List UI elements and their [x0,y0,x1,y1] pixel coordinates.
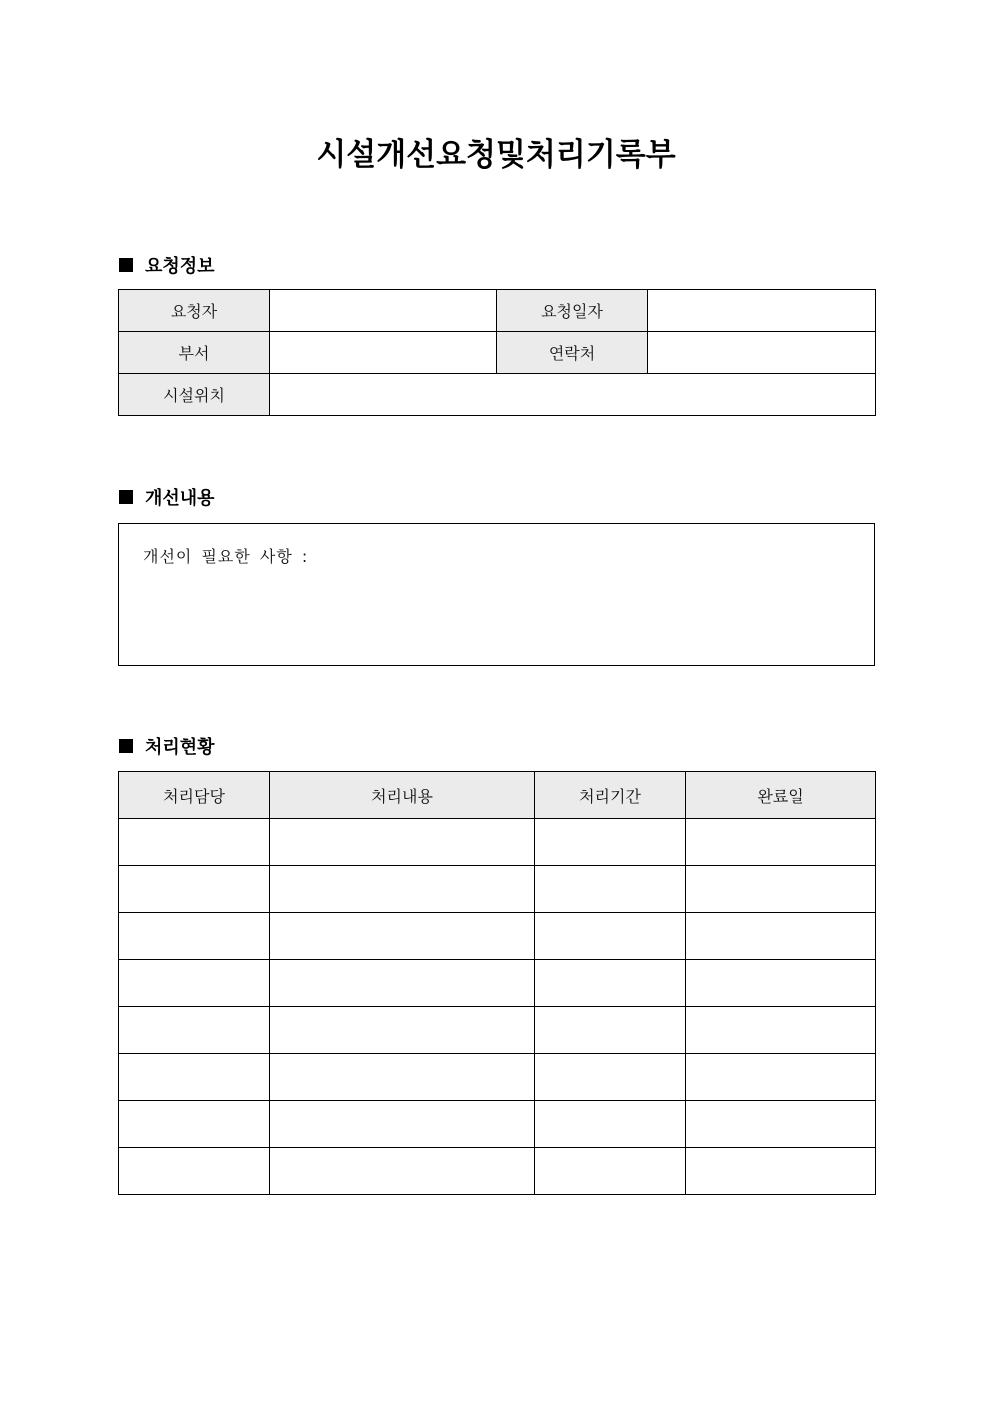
details-cell[interactable] [270,913,535,960]
table-row [119,1101,876,1148]
details-cell[interactable] [270,866,535,913]
details-cell[interactable] [270,1007,535,1054]
handler-cell[interactable] [119,1101,270,1148]
column-header-details: 처리내용 [270,772,535,819]
completion-date-cell[interactable] [686,819,876,866]
processing-table [118,771,876,1195]
completion-date-cell[interactable] [686,866,876,913]
requester-field[interactable] [270,290,497,332]
department-label: 부서 [119,332,270,374]
period-cell[interactable] [535,866,686,913]
section-heading-label: 요청정보 [145,256,215,277]
table-row [119,819,876,866]
details-cell[interactable] [270,960,535,1007]
details-cell[interactable] [270,819,535,866]
improvement-prompt: 개선이 필요한 사항 : [143,547,309,566]
table-row [119,1007,876,1054]
table-row [119,332,876,374]
handler-cell[interactable] [119,913,270,960]
request-date-field[interactable] [648,290,876,332]
column-header-handler: 처리담당 [119,772,270,819]
table-row [119,960,876,1007]
completion-date-cell[interactable] [686,1054,876,1101]
improvement-content-box[interactable] [118,523,875,666]
period-cell[interactable] [535,1101,686,1148]
period-cell[interactable] [535,1054,686,1101]
details-cell[interactable] [270,1101,535,1148]
section-heading-improvement [119,485,215,509]
section-heading-label: 처리현황 [145,737,215,758]
completion-date-cell[interactable] [686,913,876,960]
column-header-period: 처리기간 [535,772,686,819]
table-row [119,913,876,960]
handler-cell[interactable] [119,866,270,913]
table-row [119,1054,876,1101]
facility-location-field[interactable] [270,374,876,416]
period-cell[interactable] [535,960,686,1007]
completion-date-cell[interactable] [686,1101,876,1148]
completion-date-cell[interactable] [686,1148,876,1195]
handler-cell[interactable] [119,1054,270,1101]
square-bullet-icon [119,739,133,753]
table-row [119,290,876,332]
requester-label: 요청자 [119,290,270,332]
table-header-row [119,772,876,819]
section-heading-label: 개선내용 [145,488,215,509]
request-info-table [118,289,876,416]
details-cell[interactable] [270,1148,535,1195]
contact-label: 연락처 [497,332,648,374]
contact-field[interactable] [648,332,876,374]
completion-date-cell[interactable] [686,960,876,1007]
period-cell[interactable] [535,1007,686,1054]
department-field[interactable] [270,332,497,374]
handler-cell[interactable] [119,960,270,1007]
completion-date-cell[interactable] [686,1007,876,1054]
table-row [119,866,876,913]
facility-location-label: 시설위치 [119,374,270,416]
handler-cell[interactable] [119,819,270,866]
request-date-label: 요청일자 [497,290,648,332]
square-bullet-icon [119,258,133,272]
section-heading-processing [119,734,215,758]
section-heading-request-info [119,253,215,277]
handler-cell[interactable] [119,1148,270,1195]
column-header-completion-date: 완료일 [686,772,876,819]
document-title: 시설개선요청및처리기록부 [316,137,676,173]
table-row [119,1148,876,1195]
details-cell[interactable] [270,1054,535,1101]
period-cell[interactable] [535,819,686,866]
period-cell[interactable] [535,1148,686,1195]
period-cell[interactable] [535,913,686,960]
table-row [119,374,876,416]
handler-cell[interactable] [119,1007,270,1054]
square-bullet-icon [119,490,133,504]
